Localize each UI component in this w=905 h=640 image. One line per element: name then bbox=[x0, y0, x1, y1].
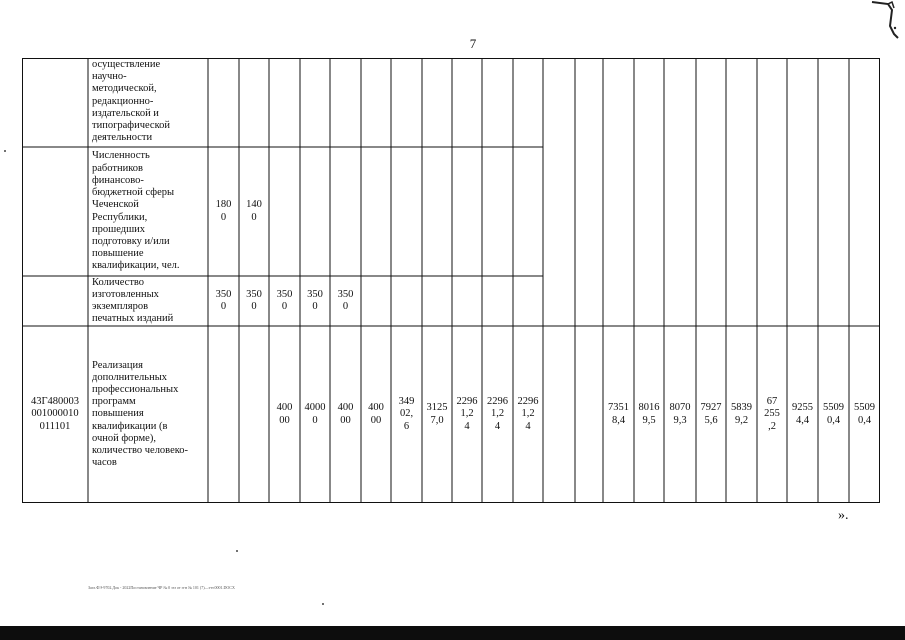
row4-value-cell: 8016 9,5 bbox=[638, 402, 660, 426]
row4-value-cell: 67 255 ,2 bbox=[764, 396, 780, 432]
row3-indicator: Количество изготовленных экземпляров печатных изданий bbox=[92, 276, 174, 325]
scan-speck bbox=[4, 150, 6, 152]
row2-value-cell: 180 0 bbox=[215, 199, 232, 223]
footer-file-note: Загл.ФЭ-9702.Док - 2022Постановление ЧР № 0 ззз от ггн № 101 (7)—ттт.0001.DOCX bbox=[88, 585, 235, 590]
scan-corner-mark bbox=[868, 0, 905, 40]
row4-value-cell: 9255 4,4 bbox=[792, 402, 813, 426]
scan-speck bbox=[322, 603, 324, 605]
closing-quote-mark: ». bbox=[838, 508, 849, 523]
row4-value-cell: 3125 7,0 bbox=[426, 402, 448, 426]
row4-value-cell: 5839 9,2 bbox=[731, 402, 752, 426]
row3-value-cell: 350 0 bbox=[337, 288, 354, 312]
row4-value-cell: 400 00 bbox=[368, 402, 384, 426]
scan-bottom-edge bbox=[0, 626, 905, 640]
row2-value-cell: 140 0 bbox=[246, 199, 262, 223]
row4-value-cell: 2296 1,2 4 bbox=[456, 396, 478, 432]
page-number: 7 bbox=[469, 36, 477, 51]
row4-value-cell: 400 00 bbox=[337, 402, 354, 426]
row4-value-cell: 2296 1,2 4 bbox=[487, 396, 508, 432]
row4-value-cell: 7927 5,6 bbox=[700, 402, 722, 426]
row2-indicator: Численность работников финансово- бюджетной сферы Чеченской Республики, прошедших подготовку и/или повышение квалификации, чел. bbox=[92, 150, 180, 272]
row3-value-cell: 350 0 bbox=[215, 288, 232, 312]
row3-value-cell: 350 0 bbox=[307, 288, 323, 312]
scan-speck bbox=[236, 550, 238, 552]
row3-value-cell: 350 0 bbox=[276, 288, 293, 312]
row4-value-cell: 5509 0,4 bbox=[823, 402, 844, 426]
row4-value-cell: 7351 8,4 bbox=[608, 402, 629, 426]
row4-value-cell: 349 02, 6 bbox=[398, 396, 415, 432]
row4-value-cell: 5509 0,4 bbox=[854, 402, 875, 426]
row4-value-cell: 400 00 bbox=[276, 402, 293, 426]
row1-indicator: осуществление научно- методической, редакционно- издательской и типографической деятельности bbox=[92, 59, 171, 144]
indicators-table bbox=[22, 58, 880, 503]
row4-value-cell: 2296 1,2 4 bbox=[517, 396, 539, 432]
row3-value-cell: 350 0 bbox=[246, 288, 262, 312]
row4-indicator: Реализация дополнительных профессиональных программ повышения квалификации (в очной форме), количество человеко- часов bbox=[92, 359, 189, 469]
row4-code: 43Г480003 001000010 011101 bbox=[30, 396, 80, 432]
row4-value-cell: 8070 9,3 bbox=[669, 402, 691, 426]
row4-value-cell: 4000 0 bbox=[304, 402, 326, 426]
